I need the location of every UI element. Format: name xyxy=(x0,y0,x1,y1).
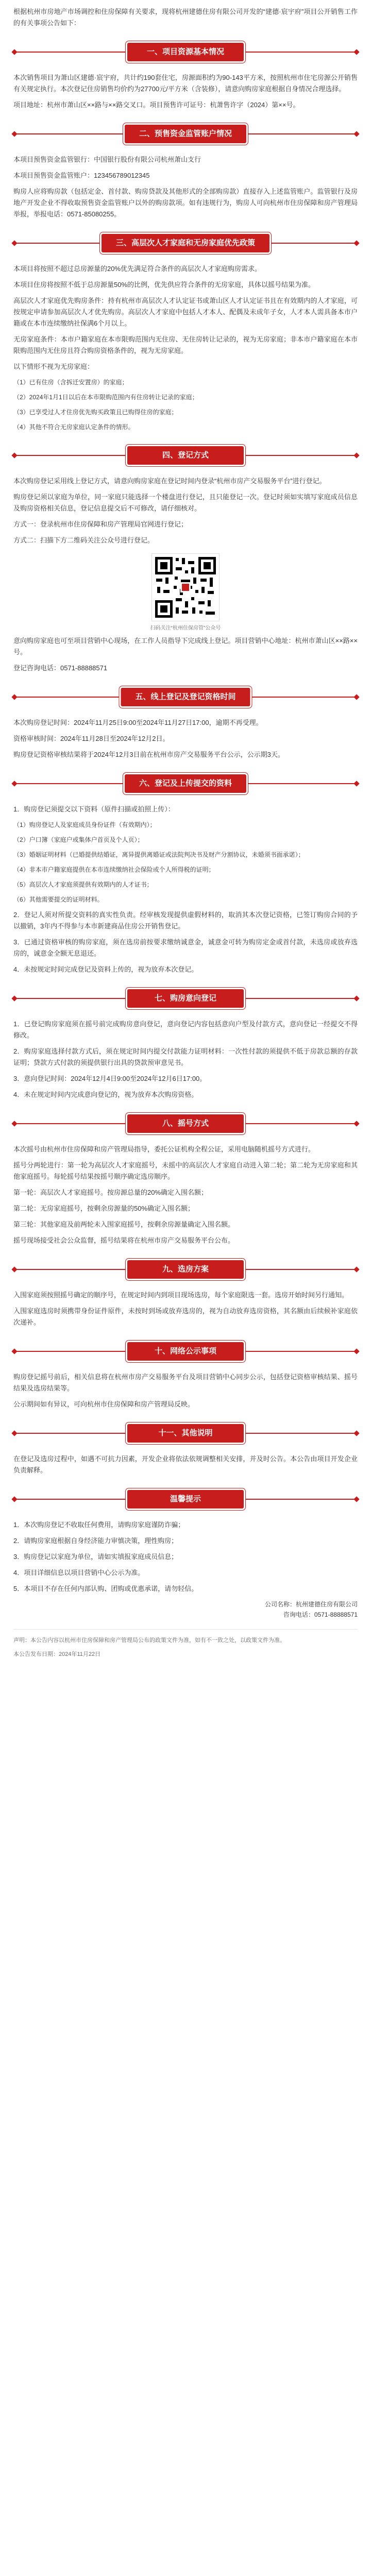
section-paragraph: 高层次人才家庭优先购房条件：持有杭州市高层次人才认定证书或萧山区人才认定证书且在有效期内的人才家庭，可按规定申请参加高层次人才优先购房。高层次人才家庭中包括人才本人、配偶及未成年子女，人才本人需具备本市户籍或在本市连续缴纳社保满6个月以上。 xyxy=(13,297,358,327)
section-paragraph: 本次购房登记采用线上登记方式，请意向购房家庭在登记时间内登录“杭州市房产交易服务平台”进行登记。 xyxy=(13,477,326,485)
footer xyxy=(13,1629,358,1659)
section-paragraph: 资格审核时间：2024年11月28日至2024年12月2日。 xyxy=(13,735,170,742)
section-paragraph: 本次摇号由杭州市住房保障和房产管理局指导，委托公证机构全程公证，采用电脑随机摇号方式进行。 xyxy=(13,1145,315,1153)
section-title: 六、登记及上传提交的资料 xyxy=(125,774,246,793)
section-paragraph: 1．购房登记须提交以下资料（原件扫描或拍照上传）： xyxy=(13,805,175,813)
section-heading-7 xyxy=(13,987,358,1010)
section-paragraph: 4．未按规定时间完成登记及资料上传的，视为放弃本次登记。 xyxy=(13,965,198,973)
qr-code-icon[interactable] xyxy=(151,553,220,621)
section-paragraph: 第一轮：高层次人才家庭摇号。按房源总量的20%确定入围名额； xyxy=(13,1189,208,1196)
tip-item: 5．本项目不存在任何内部认购、团购或优惠承诺，请勿轻信。 xyxy=(13,1585,198,1592)
section-title: 三、高层次人才家庭和无房家庭优先政策 xyxy=(102,234,269,252)
section-paragraph: 登记咨询电话：0571-88888571 xyxy=(13,664,108,672)
list-item: （6）其他需要提交的证明材料。 xyxy=(13,896,104,903)
tip-item: 4．项目详细信息以项目营销中心公示为准。 xyxy=(13,1569,145,1577)
list-item: （1）已有住房（含拆迁安置房）的家庭； xyxy=(13,379,128,386)
section-paragraph: 方式二：扫描下方二维码关注公众号进行登记。 xyxy=(13,536,155,544)
section-paragraph: 在登记及选房过程中，如遇不可抗力因素，开发企业将依法依规调整相关安排，并及时公告。本公告由项目开发企业负责解释。 xyxy=(13,1455,358,1474)
section-heading-10 xyxy=(13,1340,358,1363)
section-paragraph: 2．登记人须对所提交资料的真实性负责。经审核发现提供虚假材料的，取消其本次登记资格，已签订购房合同的予以撤销，3年内不得参与本市新建商品住房公开销售登记。 xyxy=(13,911,358,930)
section-heading-9 xyxy=(13,1258,358,1281)
section-heading-5 xyxy=(13,685,358,709)
section-title: 八、摇号方式 xyxy=(127,1114,244,1133)
section-paragraph: 本项目将按照不超过总房源量的20%优先满足符合条件的高层次人才家庭购房需求。 xyxy=(13,265,262,273)
tips-list xyxy=(13,1519,358,1595)
list-item: （5）高层次人才家庭须提供有效期内的人才证书； xyxy=(13,881,153,888)
list-item: （2）户口簿（家庭户或集体户首页及个人页）； xyxy=(13,836,144,843)
section-paragraph: 购房登记须以家庭为单位，同一家庭只能选择一个楼盘进行登记，且只能登记一次。登记时须如实填写家庭成员信息及购房资格相关信息，登记信息提交后不可修改，请仔细核对。 xyxy=(13,493,358,512)
section-paragraph: 本项目住房将按照不低于总房源量50%的比例，优先供应符合条件的无房家庭，具体以摇号结果为准。 xyxy=(13,281,315,289)
contact-phone: 咨询电话：0571-88888571 xyxy=(283,1611,358,1618)
intro-paragraph: 根据杭州市房地产市场调控和住房保障有关要求，现将杭州建德住房有限公司开发的“建德·宸宇府”项目公开销售工作的有关事项公告如下： xyxy=(13,8,358,27)
section-paragraph: 本项目预售资金监管账户：123456789012345 xyxy=(13,172,150,179)
section-title: 九、选房方案 xyxy=(127,1260,244,1279)
footer-note: 声明：本公告内容以杭州市住房保障和房产管理局公布的政策文件为准，如有不一致之处，以政策文件为准。 xyxy=(13,1637,285,1643)
section-paragraph: 本次销售项目为萧山区建德·宸宇府，共计约190套住宅，房源面积约为90-143平方米，按照杭州市住宅房源公开销售有关规定执行。本次登记住房销售均价约为27700元/平方米（含装修），请意向购房家庭根据自身情况合理选择。 xyxy=(13,74,358,93)
section-paragraph: 无房家庭条件：本市户籍家庭在本市限购范围内无住房、无住房转让记录的，视为无房家庭；非本市户籍家庭在本市限购范围内无住房且符合购房资格条件的，视为无房家庭。 xyxy=(13,335,358,354)
section-paragraph: 方式一：登录杭州市住房保障和房产管理局官网进行登记； xyxy=(13,520,188,528)
section-heading-8 xyxy=(13,1112,358,1136)
section-heading-11 xyxy=(13,1421,358,1445)
section-title: 七、购房意向登记 xyxy=(127,989,244,1008)
tip-item: 3．购房登记以家庭为单位，请如实填报家庭成员信息； xyxy=(13,1553,178,1561)
list-item: （4）其他不符合无房家庭认定条件的情形。 xyxy=(13,423,134,431)
section-paragraph: 入围家庭选房时须携带身份证件原件，未按时到场或放弃选房的，视为自动放弃选房资格，其名额由后续候补家庭依次递补。 xyxy=(13,1307,358,1326)
section-title: 一、项目资源基本情况 xyxy=(127,43,244,61)
list-item: （3）已享受过人才住房优先购买政策且已购得住房的家庭； xyxy=(13,409,178,416)
section-paragraph: 购房登记摇号前后，相关信息将在杭州市房产交易服务平台及项目营销中心同步公示，包括登记资格审核结果、摇号结果及选房结果等。 xyxy=(13,1373,358,1392)
section-title: 十、网络公示事项 xyxy=(127,1342,244,1361)
section-paragraph: 购房人应将购房款（包括定金、首付款、购房贷款及其他形式的全部购房款）直接存入上述监管账户。监管银行及房地产开发企业不得收取预售资金监管账户以外的购房款项。如有违规行为，购房人可向杭州市住房保障和房产管理局举报，举报电话：0571-85080255。 xyxy=(13,188,358,218)
section-title: 十一、其他说明 xyxy=(127,1424,244,1443)
section-paragraph: 意向购房家庭也可至项目营销中心现场，在工作人员指导下完成线上登记。项目营销中心地址：杭州市萧山区××路××号。 xyxy=(13,637,358,656)
section-paragraph: 本项目预售资金监管银行：中国银行股份有限公司杭州萧山支行 xyxy=(13,156,201,163)
section-heading-3 xyxy=(13,231,358,255)
qr-code-caption: 扫码关注“杭州住保房管”公众号 xyxy=(150,625,221,631)
list-intro: 以下情形不视为无房家庭： xyxy=(13,363,94,370)
section-heading-2 xyxy=(13,122,358,146)
section-paragraph: 第三轮：其他家庭及前两轮未入围家庭摇号，按剩余房源量确定入围名额。 xyxy=(13,1221,235,1228)
section-paragraph: 本次购房登记时间：2024年11月25日9:00至2024年11月27日17:00，逾期不再受理。 xyxy=(13,719,263,726)
list-item: （4）非本市户籍家庭提供在本市连续缴纳社会保险或个人所得税的证明； xyxy=(13,866,215,873)
section-paragraph: 公示期间如有异议，可向杭州市住房保障和房产管理局反映。 xyxy=(13,1400,195,1408)
tip-item: 2．请购房家庭根据自身经济能力审慎决策，理性购房； xyxy=(13,1537,178,1545)
footer-note: 本公告发布日期：2024年11月22日 xyxy=(13,1651,101,1657)
signature-block xyxy=(13,1599,358,1620)
section-heading-4 xyxy=(13,444,358,467)
section-title: 四、登记方式 xyxy=(127,446,244,465)
list-item: （1）购房登记人及家庭成员身份证件（有效期内）； xyxy=(13,821,156,828)
section-paragraph: 入围家庭须按照摇号确定的顺序号，在规定时间内到项目现场选房，每个家庭限选一套。选房开始时间另行通知。 xyxy=(13,1291,349,1299)
section-paragraph: 2．购房家庭选择付款方式后，须在规定时间内提交付款能力证明材料：一次性付款的须提供不低于房款总额的存款证明；贷款方式付款的须提供银行出具的贷款预审意见书。 xyxy=(13,1047,358,1066)
section-heading-1 xyxy=(13,40,358,64)
section-paragraph: 项目地址：杭州市萧山区××路与××路交叉口。项目预售许可证号：杭萧售许字（2024）第××号。 xyxy=(13,101,300,109)
section-title: 二、预售资金监管账户情况 xyxy=(125,125,246,143)
section-title: 五、线上登记及登记资格时间 xyxy=(121,688,250,706)
section-paragraph: 摇号现场接受社会公众监督，摇号结果将在杭州市房产交易服务平台公布。 xyxy=(13,1236,235,1244)
section-heading-12 xyxy=(13,1487,358,1511)
qr-code-block[interactable] xyxy=(144,553,227,631)
list-item: （2）2024年1月1日以后在本市限购范围内有住房转让记录的家庭； xyxy=(13,394,198,401)
section-paragraph: 购房登记资格审核结果将于2024年12月3日前在杭州市房产交易服务平台公示，公示期3天。 xyxy=(13,751,284,758)
section-heading-6 xyxy=(13,772,358,795)
section-paragraph: 4．未在规定时间内完成意向登记的，视为放弃本次购房资格。 xyxy=(13,1091,198,1098)
section-paragraph: 1．已登记购房家庭须在摇号前完成购房意向登记，意向登记内容包括意向户型及付款方式，意向登记一经提交不得修改。 xyxy=(13,1020,358,1039)
section-paragraph: 第二轮：无房家庭摇号，按剩余房源量的50%确定入围名额； xyxy=(13,1205,195,1212)
section-paragraph: 摇号分两轮进行：第一轮为高层次人才家庭摇号，未摇中的高层次人才家庭自动进入第二轮；第二轮为无房家庭和其他家庭摇号。每轮摇号结果按摇号顺序确定选房顺序。 xyxy=(13,1161,358,1180)
section-paragraph: 3．已通过资格审核的购房家庭，须在选房前按要求缴纳诚意金，诚意金可转为购房定金或首付款，未选房或放弃选房的，诚意金全额无息退还。 xyxy=(13,938,358,957)
list-item: （3）婚姻证明材料（已婚提供结婚证，离异提供离婚证或法院判决书及财产分割协议，未婚须书面承诺）； xyxy=(13,851,305,858)
tip-item: 1．本次购房登记不收取任何费用，请购房家庭谨防诈骗； xyxy=(13,1521,185,1529)
company-name: 公司名称：杭州建德住房有限公司 xyxy=(264,1601,358,1608)
section-paragraph: 3．意向登记时间：2024年12月4日9:00至2024年12月6日17:00。 xyxy=(13,1075,207,1082)
section-title: 温馨提示 xyxy=(127,1490,244,1509)
